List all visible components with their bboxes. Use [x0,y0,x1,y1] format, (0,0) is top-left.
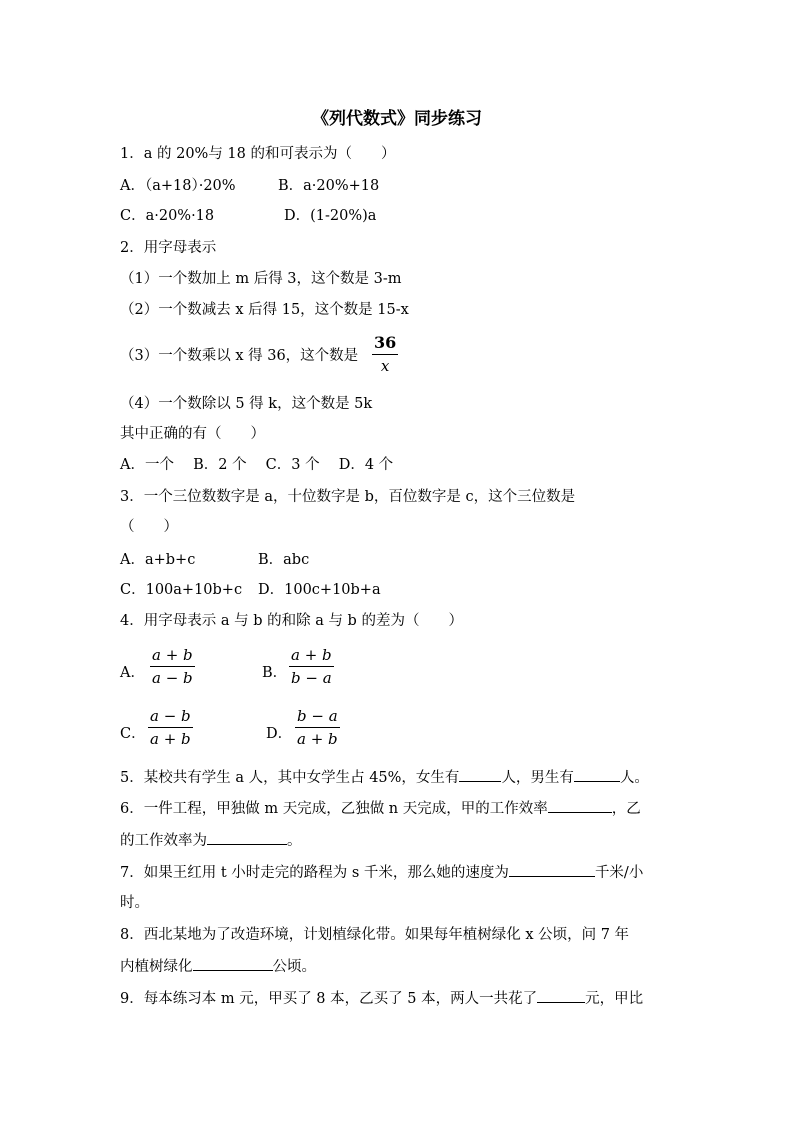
q7-blank-speed[interactable] [509,862,595,877]
fraction-numerator: a + b [291,646,332,664]
q9-text-1: 9．每本练习本 m 元，甲买了 8 本，乙买了 5 本，两人一共花了 [120,991,538,1007]
q7-text-2: 千米/小 [594,865,644,881]
q6-text-3: 的工作效率为 [120,833,207,849]
q1-option-b: B．a·20%+18 [278,178,380,194]
q6-text-4: 。 [287,833,302,849]
q1-option-c: C．a·20%·18 [120,208,215,224]
q8-blank-area[interactable] [193,956,273,971]
q8-text-2: 公顷。 [272,959,316,975]
q2-stem: 2．用字母表示 [120,240,217,256]
fraction-numerator: 36 [374,333,397,352]
q7-text-1: 7．如果王红用 t 小时走完的路程为 s 千米，那么她的速度为 [120,865,509,881]
q6-blank-a[interactable] [548,798,612,813]
q2-statement-4: （4）一个数除以 5 得 k，这个数是 5k [120,396,373,412]
q2-statement-2: （2）一个数减去 x 后得 15，这个数是 15-x [120,302,409,318]
q4-option-d-fraction [295,705,340,750]
q4-option-c-fraction [148,705,193,750]
q3-option-d: D．100c+10b+a [258,582,381,598]
fraction-numerator: b − a [297,707,338,725]
q6-line-1 [120,798,641,819]
q4-option-a-fraction [150,644,195,689]
q2-statement-3: （3）一个数乘以 x 得 36，这个数是 [120,348,359,364]
q2-fraction-36-over-x [372,332,398,377]
q5-text-2: 人，男生有 [501,770,574,786]
fraction-denominator: b − a [291,669,332,687]
q4-option-b-label: B． [262,665,288,681]
q7-line-2: 时。 [120,895,149,911]
q6-line-2 [120,830,302,851]
fraction-denominator: a + b [150,730,191,748]
q6-text-2: ，乙 [611,801,641,817]
q4-option-c-label: C． [120,726,146,742]
fraction-numerator: a − b [150,707,191,725]
page-title: 《列代数式》同步练习 [312,109,482,129]
q5-blank-male[interactable] [574,767,620,782]
q3-option-b: B．abc [258,552,310,568]
q5-line [120,767,649,788]
fraction-denominator: a − b [152,669,193,687]
q3-option-a: A．a+b+c [120,552,196,568]
q5-blank-female[interactable] [459,767,501,782]
fraction-denominator: a + b [297,730,338,748]
q9-line-1 [120,988,643,1009]
q1-stem: 1．a 的 20%与 18 的和可表示为（ ） [120,146,396,162]
q7-line-1 [120,862,643,883]
q9-blank-total[interactable] [537,988,585,1003]
fraction-numerator: a + b [152,646,193,664]
q2-ask: 其中正确的有（ ） [120,426,265,442]
q6-blank-b[interactable] [207,830,287,845]
q8-text-1: 内植树绿化 [120,959,193,975]
q2-options: A．一个 B．2 个 C．3 个 D．4 个 [120,457,394,473]
q2-statement-1: （1）一个数加上 m 后得 3，这个数是 3-m [120,271,402,287]
fraction-denominator: x [380,357,390,375]
q5-text-1: 5．某校共有学生 a 人，其中女学生占 45%，女生有 [120,770,460,786]
q6-text-1: 6．一件工程，甲独做 m 天完成，乙独做 n 天完成，甲的工作效率 [120,801,548,817]
q3-option-c: C．100a+10b+c [120,582,243,598]
q4-stem: 4．用字母表示 a 与 b 的和除 a 与 b 的差为（ ） [120,613,463,629]
q8-line-2 [120,956,316,977]
q1-option-a: A．（a+18）·20% [120,178,236,194]
q5-text-3: 人。 [619,770,649,786]
q1-option-d: D．(1-20%)a [284,208,377,224]
q8-line-1: 8．西北某地为了改造环境，计划植绿化带。如果每年植树绿化 x 公顷，问 7 年 [120,927,630,943]
q4-option-d-label: D． [266,726,293,742]
q4-option-a-label: A． [120,665,145,681]
q3-stem: 3．一个三位数数字是 a，十位数字是 b，百位数字是 c，这个三位数是 [120,489,576,505]
q4-option-b-fraction [289,644,334,689]
q3-stem-continued: （ ） [120,519,178,535]
q9-text-2: 元，甲比 [585,991,644,1007]
